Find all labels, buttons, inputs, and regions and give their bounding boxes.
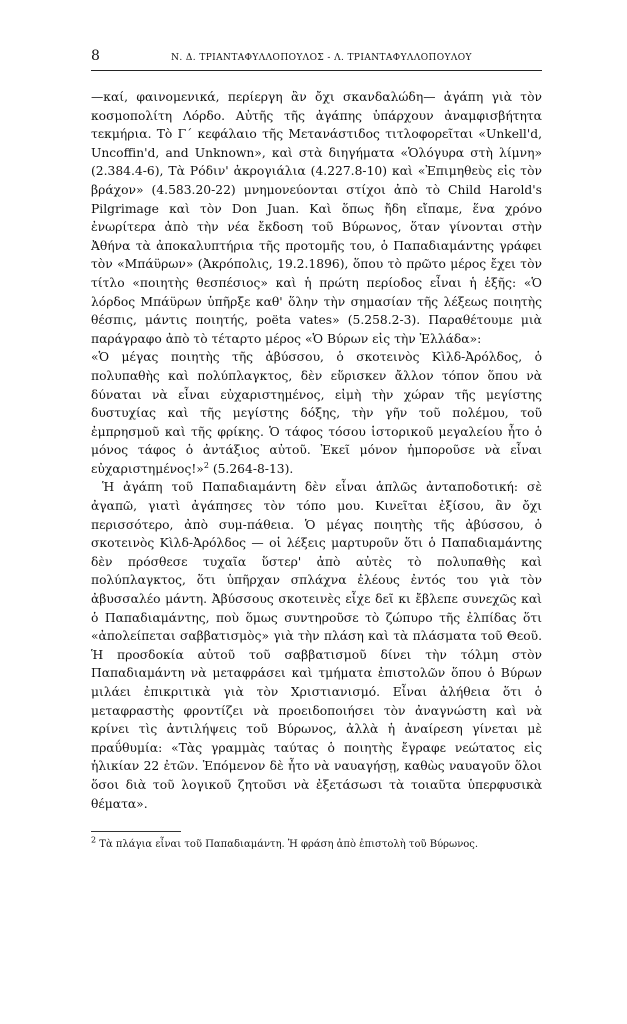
block-quote [91,348,542,478]
page-header [91,48,542,71]
quote-citation: (5.264-8-13). [208,461,294,476]
running-head: Ν. Δ. ΤΡΙΑΝΤΑΦΥΛΛΟΠΟΥΛΟΣ - Λ. ΤΡΙΑΝΤΑΦΥΛΛΟΠΟΥΛΟΥ [171,53,472,63]
body-text [91,88,542,813]
quote-text: «Ὁ μέγας ποιητὴς τῆς ἀβύσσου, ὁ σκοτεινὸς Κὶλδ-Ἀρόλδος, ὁ πολυπαθὴς καὶ πολύπλαγκτος, δὲν εὕρισκεν ἄλλον τόπον ὅπου νὰ δύναται νὰ εἶναι εὐχαριστημένος, εἰμὴ τὴν χώραν τῆς μεγίστης δυστυχίας καὶ τῆς μεγίστης δόξης, τὴν γῆν τοῦ πολέμου, τοῦ ἐμπρησμοῦ καὶ τῆς φρίκης. Ὁ τάφος τόσου ἱστορικοῦ μεγαλείου ἦτο ὁ μόνος τάφος ὁ ἀντάξιος αὐτοῦ. Ἐκεῖ μόνον ἠμποροῦσε νὰ εἶναι εὐχαριστημένος!» [91,350,542,476]
footnote-mark: 2 [91,835,97,845]
footnote-reference[interactable]: 2 [203,460,209,470]
book-page [91,48,542,852]
footnote-divider [91,831,181,832]
footnote [91,835,542,852]
page-number: 8 [91,48,100,64]
footnote-text: Τὰ πλάγια εἶναι τοῦ Παπαδιαμάντη. Ἡ φράση ἀπὸ ἐπιστολὴ τοῦ Βύρωνος. [96,839,479,851]
paragraph-2: Ἡ ἀγάπη τοῦ Παπαδιαμάντη δὲν εἶναι ἁπλῶς ἀνταποδοτική: σὲ ἀγαπῶ, γιατὶ ἀγάπησες τὸν τόπο μου. Κινεῖται ἐξίσου, ἂν ὄχι περισσότερο, ἀπὸ συμ-πάθεια. Ὁ μέγας ποιητὴς τῆς ἀβύσσου, ὁ σκοτεινὸς Κὶλδ-Ἀρόλδος — οἱ λέξεις μαρτυροῦν ὅτι ὁ Παπαδιαμάντης δὲν πρόσθεσε τυχαῖα ὕστερ' ἀπὸ αὐτὲς τὸ πολυπαθὴς καὶ πολύπλαγκτος, ὅτι ὑπῆρχαν σπλάχνα ἐλέους ἐντός του γιὰ τὸν ἀβυσσαλέο μάντη. Ἀβύσσους σκοτεινὲς εἶχε δεῖ κι ἔβλεπε συνεχῶς καὶ ὁ Παπαδιαμάντης, ποὺ ὅμως συντηροῦσε τὸ ζώπυρο τῆς ἐλπίδας ὅτι «ἀπολείπεται σαββατισμὸς» γιὰ τὴν πλάση καὶ τὰ πλάσματα τοῦ Θεοῦ. Ἡ προσδοκία αὐτοῦ τοῦ σαββατισμοῦ δίνει τὴν τόλμη στὸν Παπαδιαμάντη νὰ μεταφράσει καὶ τμήματα ἐπιστολῶν ὅπου ὁ Βύρων μιλάει ἐπικριτικὰ γιὰ τὸν Χριστιανισμό. Εἶναι ἀλήθεια ὅτι ὁ μεταφραστὴς φροντίζει νὰ προειδοποιήσει τὸν ἀναγνώστη καὶ νὰ κρίνει τὶς ἀντιλήψεις τοῦ Βύρωνος, ἀλλὰ ἡ ἀναίρεση γίνεται μὲ πραΰθυμία: «Τὰς γραμμὰς ταύτας ὁ ποιητὴς ἔγραφε νεώτατος εἰς ἡλικίαν 22 ἐτῶν. Ἑπόμενον δὲ ἦτο νὰ ναυαγήσῃ, καθὼς ναυαγοῦν ὅλοι ὅσοι διὰ τοῦ λογικοῦ ζητοῦσι νὰ ἐξετάσωσι τὰ τοιαῦτα ὑπερφυσικὰ θέματα». [91,480,542,811]
paragraph-1: —καί, φαινομενικά, περίεργη ἂν ὄχι σκανδαλώδη— ἀγάπη γιὰ τὸν κοσμοπολίτη Λόρδο. Αὐτῆς τῆς ἀγάπης ὑπάρχουν ἀναμφισβήτητα τεκμήρια. Τὸ Γ΄ κεφάλαιο τῆς Μετανάστιδος τιτλοφορεῖται «Unkell'd, Uncoffin'd, and Unknown», καὶ στὰ διηγήματα «Ὁλόγυρα στὴ λίμνη» (2.384.4-6), Τὰ Ρόδιν' ἀκρογιάλια (4.227.8-10) καὶ «Ἐπιμηθεὺς εἰς τὸν βράχον» (4.583.20-22) μνημονεύονται στίχοι ἀπὸ τὸ Child Harold's Pilgrimage καὶ τὸν Don Juan. Καὶ ὅπως ἤδη εἴπαμε, ἕνα χρόνο ἐνωρίτερα ἀπὸ τὴν νέα ἔκδοση τοῦ Βύρωνος, ὅταν γίνονται στὴν Ἀθήνα τὰ ἀποκαλυπτήρια τῆς προτομῆς του, ὁ Παπαδιαμάντης γράφει τὸν «Μπάϋρων» (Ἀκρόπολις, 19.2.1896), ὅπου τὸ πρῶτο μέρος ἔχει τὸν τίτλο «ποιητὴς θεσπέσιος» καὶ ἡ πρώτη περίοδος εἶναι ἡ ἑξῆς: «Ὁ λόρδος Μπάϋρων ὑπῆρξε καθ' ὅλην τὴν σημασίαν τῆς λέξεως ποιητὴς θέσπις, μάντις ποιητής, poëta vates» (5.258.2-3). Παραθέτουμε μιὰ παράγραφο ἀπὸ τὸ τέταρτο μέρος «Ὁ Βύρων εἰς τὴν Ἑλλάδα»: [91,90,542,346]
